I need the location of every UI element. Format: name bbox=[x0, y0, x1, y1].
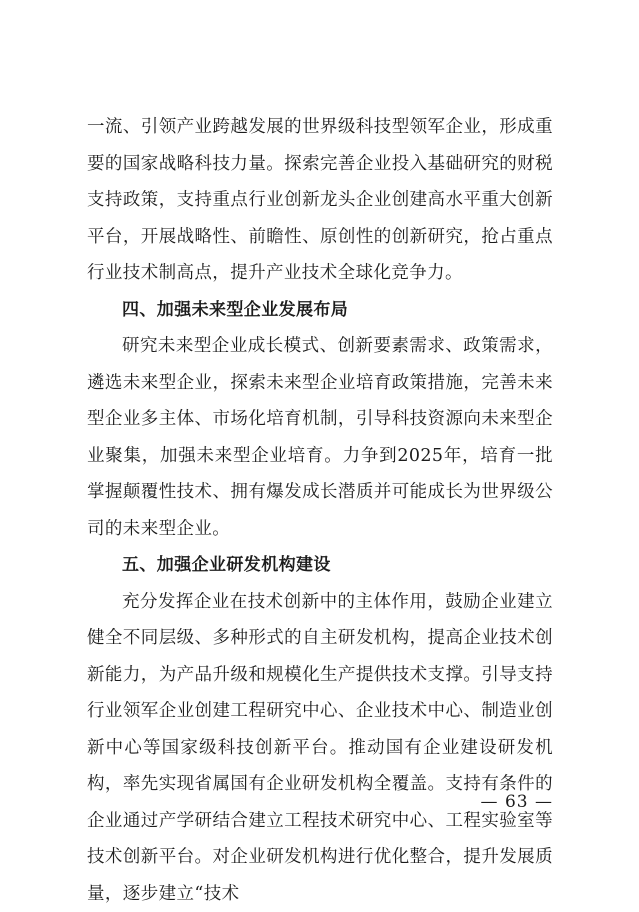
paragraph-future-enterprises: 研究未来型企业成长模式、创新要素需求、政策需求，遴选未来型企业，探索未来型企业培育政策措施，完善未来型企业多主体、市场化培育机制，引导科技资源向未来型企业聚集，加强未来型企业培育。力争到2025年，培育一批掌握颠覆性技术、拥有爆发成长潜质并可能成长为世界级公司的未来型企业。 bbox=[87, 328, 553, 547]
paragraph-rd-institutions: 充分发挥企业在技术创新中的主体作用，鼓励企业建立健全不同层级、多种形式的自主研发机构，提高企业技术创新能力，为产品升级和规模化生产提供技术支撑。引导支持行业领军企业创建工程研究中心、企业技术中心、制造业创新中心等国家级科技创新平台。推动国有企业建设研发机构，率先实现省属国有企业研发机构全覆盖。支持有条件的企业通过产学研结合建立工程技术研究中心、工程实验室等技术创新平台。对企业研发机构进行优化整合，提升发展质量，逐步建立“技术 bbox=[87, 584, 553, 912]
page-number: — 63 — bbox=[481, 792, 553, 812]
paragraph-continuation: 一流、引领产业跨越发展的世界级科技型领军企业，形成重要的国家战略科技力量。探索完善企业投入基础研究的财税支持政策，支持重点行业创新龙头企业创建高水平重大创新平台，开展战略性、前瞻性、原创性的创新研究，抢占重点行业技术制高点，提升产业技术全球化竞争力。 bbox=[87, 109, 553, 292]
section-heading-5: 五、加强企业研发机构建设 bbox=[87, 547, 553, 584]
section-heading-4: 四、加强未来型企业发展布局 bbox=[87, 292, 553, 329]
